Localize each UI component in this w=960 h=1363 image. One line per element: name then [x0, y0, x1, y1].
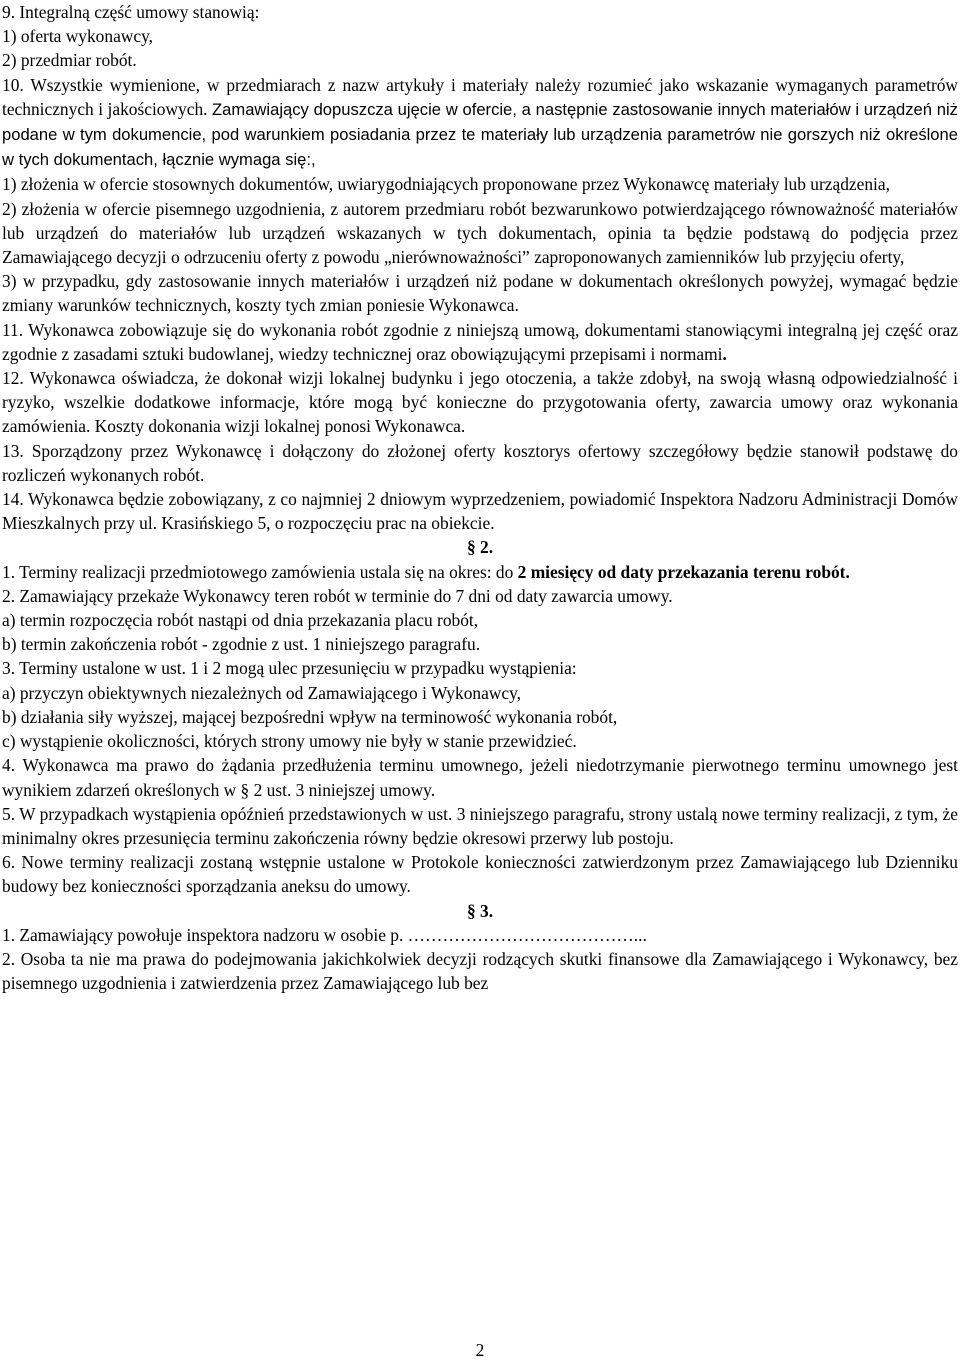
item-10-point-1: 1) złożenia w ofercie stosownych dokumentów, uwiarygodniających proponowane przez Wykonawcę materiały lub urządzenia, [2, 174, 890, 195]
section-2-point-3-c: c) wystąpienie okoliczności, których strony umowy nie były w stanie przewidzieć. [2, 731, 577, 752]
section-2-point-6: 6. Nowe terminy realizacji zostaną wstępnie ustalone w Protokole konieczności zatwierdzonym przez Zamawiającego lub Dzienniku budowy bez konieczności sporządzania aneksu do umowy. [2, 852, 958, 897]
item-10-paragraph [2, 73, 958, 173]
section-2-point-2-b: b) termin zakończenia robót - zgodnie z ust. 1 niniejszego paragrafu. [2, 634, 481, 655]
section-2-point-5: 5. W przypadkach wystąpienia opóźnień przedstawionych w ust. 3 niniejszego paragrafu, strony ustalą nowe terminy realizacji, z tym, że minimalny okres przesunięcia terminu zakończenia równy będzie okresowi przerwy lub postoju. [2, 803, 958, 848]
section-2-point-1 [2, 560, 958, 584]
section-2-point-3: 3. Terminy ustalone w ust. 1 i 2 mogą ulec przesunięciu w przypadku wystąpienia: [2, 658, 577, 679]
item-10-intro: 10. Wszystkie wymienione, w przedmiarach z nazw artykuły i materiały należy rozumieć jako wskazanie wymaganych parametrów technicznych i jakościowych. [2, 74, 958, 119]
section-2-point-3-a: a) przyczyn obiektywnych niezależnych od Zamawiającego i Wykonawcy, [2, 682, 522, 703]
page-number: 2 [475, 1340, 485, 1360]
section-3-heading: § 3. [466, 900, 494, 921]
section-2-point-2: 2. Zamawiający przekaże Wykonawcy teren robót w terminie do 7 dni od daty zawarcia umowy. [2, 585, 673, 606]
item-10-point-3: 3) w przypadku, gdy zastosowanie innych materiałów i urządzeń niż podane w dokumentach określonych powyżej, wymagać będzie zmiany warunków technicznych, koszty tych zmian poniesie Wykonawca. [2, 271, 958, 316]
item-13-paragraph: 13. Sporządzony przez Wykonawcę i dołączony do złożonej oferty kosztorys ofertowy szczegółowy będzie stanowił podstawę do rozliczeń wykonanych robót. [2, 440, 958, 485]
section-2-point-2-a: a) termin rozpoczęcia robót nastąpi od dnia przekazania placu robót, [2, 610, 479, 631]
item-14-paragraph: 14. Wykonawca będzie zobowiązany, z co najmniej 2 dniowym wyprzedzeniem, powiadomić Inspektora Nadzoru Administracji Domów Mieszkalnych przy ul. Krasińskiego 5, o rozpoczęciu prac na obiekcie. [2, 489, 958, 534]
item-9-point-2: 2) przedmiar robót. [2, 50, 137, 71]
section-2-point-1-deadline: 2 miesięcy od daty przekazania terenu robót. [517, 561, 850, 582]
section-3-point-2: 2. Osoba ta nie ma prawa do podejmowania jakichkolwiek decyzji rodzących skutki finansowe dla Zamawiającego i Wykonawcy, bez pisemnego uzgodnienia i zatwierdzenia przez Zamawiającego lub bez [2, 948, 958, 994]
section-3-point-1: 1. Zamawiający powołuje inspektora nadzoru w osobie p. …………………………………... [2, 924, 647, 945]
item-10-substitution-clause: Zamawiający dopuszcza ujęcie w ofercie, a następnie zastosowanie innych materiałów i urządzeń niż podane w tym dokumencie, pod warunkiem posiadania przez te materiały lub urządzenia parametrów nie gorszych niż określone w tych dokumentach, łącznie wymaga się:, [2, 99, 958, 170]
item-12-paragraph: 12. Wykonawca oświadcza, że dokonał wizji lokalnej budynku i jego otoczenia, a także zdobył, na swoją własną odpowiedzialność i ryzyko, wszelkie dodatkowe informacje, które mogą być konieczne do przygotowania oferty, zawarcia umowy oraz wykonania zamówienia. Koszty dokonania wizji lokalnej ponosi Wykonawca. [2, 368, 958, 437]
item-9-heading: 9. Integralną część umowy stanowią: [2, 2, 260, 22]
section-2-heading: § 2. [466, 537, 494, 558]
section-2-point-1-text: 1. Terminy realizacji przedmiotowego zamówienia ustala się na okres: do [2, 561, 518, 582]
section-2-point-3-b: b) działania siły wyższej, mającej bezpośredni wpływ na terminowość wykonania robót, [2, 706, 618, 727]
item-11-text: 11. Wykonawca zobowiązuje się do wykonania robót zgodnie z niniejszą umową, dokumentami stanowiącymi integralną jej część oraz zgodnie z zasadami sztuki budowlanej, wiedzy technicznej oraz obowiązującymi przepisami i normami [2, 319, 958, 364]
item-9-point-1: 1) oferta wykonawcy, [2, 26, 153, 47]
item-11-paragraph [2, 318, 958, 366]
document-page [2, 0, 958, 995]
item-11-final-dot: . [722, 343, 727, 364]
item-10-point-2: 2) złożenia w ofercie pisemnego uzgodnienia, z autorem przedmiaru robót bezwarunkowo potwierdzającego równoważność materiałów lub urządzeń do materiałów lub urządzeń wskazanych w tych dokumentach, opinia ta będzie podstawą do podjęcia przez Zamawiającego decyzji o odrzuceniu oferty z powodu „nierównoważności” zaproponowanych zamienników lub przyjęciu oferty, [2, 198, 958, 268]
section-2-point-4: 4. Wykonawca ma prawo do żądania przedłużenia terminu umownego, jeżeli niedotrzymanie pierwotnego terminu umownego jest wynikiem zdarzeń określonych w § 2 ust. 3 niniejszej umowy. [2, 755, 958, 800]
